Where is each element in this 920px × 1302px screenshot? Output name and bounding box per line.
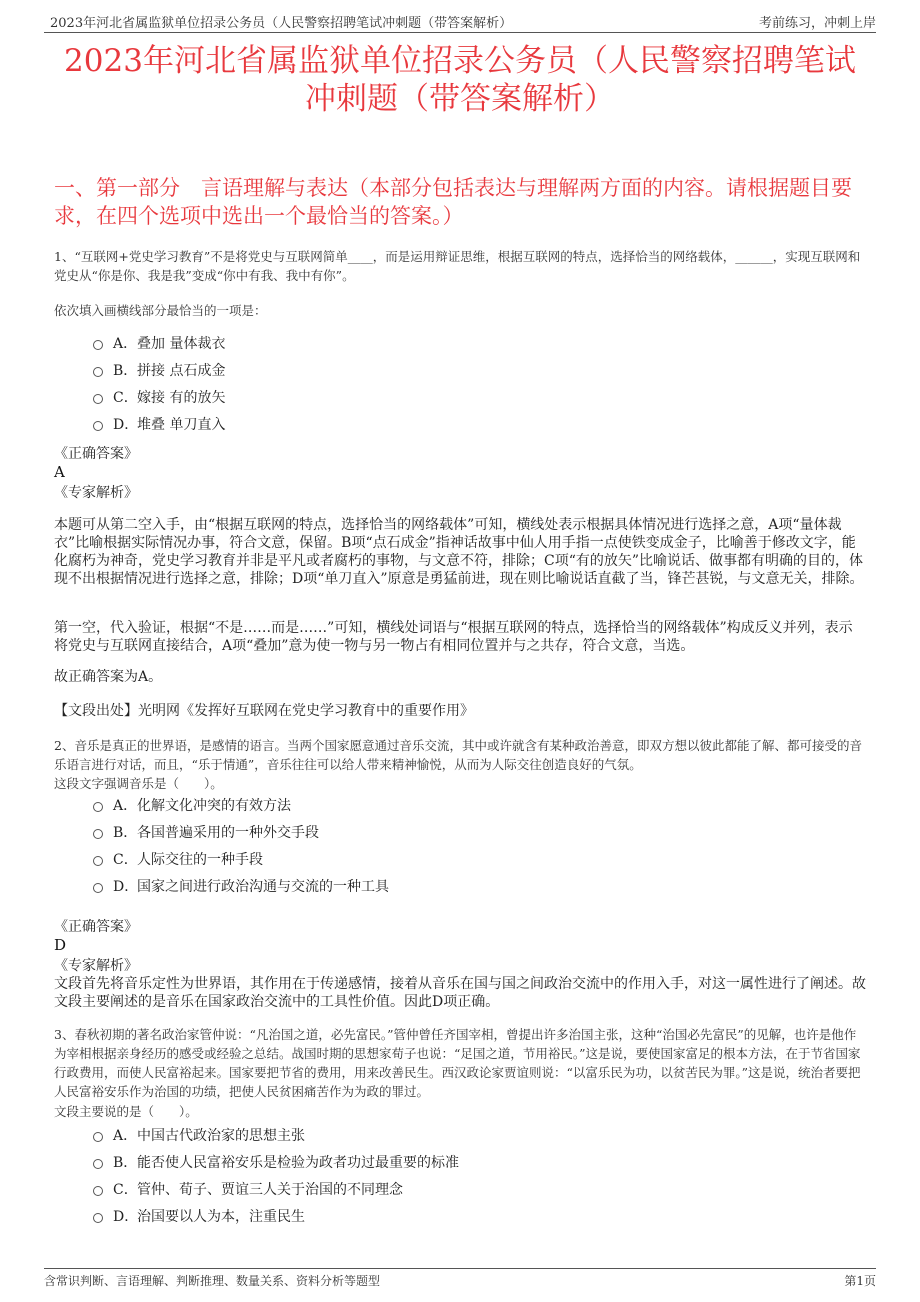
header-divider: [44, 32, 876, 33]
question-1-analysis-paragraph: 第一空，代入验证，根据“不是……而是……”可知，横线处词语与“根据互联网的特点，选择恰当的网络载体”构成反义并列，表示将党史与互联网直接结合，A项“叠加”意为使一物与另一物占有相同位置并与之共存，符合文意，当选。: [54, 620, 853, 654]
option-text: 各国普遍采用的一种外交手段: [137, 825, 319, 841]
question-1-option-d[interactable]: [93, 416, 225, 434]
footer-divider: [44, 1268, 876, 1269]
question-3-option-d[interactable]: [93, 1208, 305, 1226]
question-2-prompt: 这段文字强调音乐是（ ）。: [54, 776, 223, 791]
footer-note: 含常识判断、言语理解、判断推理、数量关系、资料分析等题型: [44, 1274, 381, 1288]
question-1-analysis-tag: 《专家解析》: [54, 485, 138, 501]
question-1-prompt: 依次填入画横线部分最恰当的一项是：: [54, 303, 267, 318]
question-1-analysis-paragraph: 故正确答案为A。: [54, 669, 163, 685]
radio-icon[interactable]: [93, 421, 103, 431]
option-text: 拼接 点石成金: [137, 363, 226, 379]
page-number: 第1页: [844, 1274, 876, 1288]
option-label: A．: [113, 798, 138, 814]
option-text: 堆叠 单刀直入: [137, 417, 226, 433]
question-3-prompt: 文段主要说的是（ ）。: [54, 1104, 198, 1119]
question-2-option-b[interactable]: [93, 824, 319, 842]
option-label: A．: [113, 1128, 138, 1144]
option-label: D．: [113, 879, 139, 895]
radio-icon[interactable]: [93, 394, 103, 404]
question-2-answer: D: [54, 936, 67, 954]
question-1-option-a[interactable]: [93, 335, 225, 353]
question-2-option-a[interactable]: [93, 797, 291, 815]
radio-icon[interactable]: [93, 1159, 103, 1169]
radio-icon[interactable]: [93, 340, 103, 350]
option-text: 能否使人民富裕安乐是检验为政者功过最重要的标准: [137, 1155, 459, 1171]
running-header-slogan: 考前练习，冲刺上岸: [758, 16, 876, 31]
question-1-source: 【文段出处】光明网《发挥好互联网在党史学习教育中的重要作用》: [54, 703, 474, 719]
question-1-answer-tag: 《正确答案》: [54, 446, 138, 462]
option-label: D．: [113, 417, 139, 433]
radio-icon[interactable]: [93, 802, 103, 812]
option-text: 人际交往的一种手段: [137, 852, 263, 868]
question-3-option-b[interactable]: [93, 1154, 459, 1172]
option-label: B．: [113, 363, 138, 379]
option-text: 叠加 量体裁衣: [137, 336, 226, 352]
option-text: 嫁接 有的放矢: [137, 390, 226, 406]
question-1-answer: A: [54, 463, 65, 481]
option-label: B．: [113, 825, 138, 841]
option-text: 治国要以人为本，注重民生: [137, 1209, 305, 1225]
question-2-option-d[interactable]: [93, 878, 389, 896]
radio-icon[interactable]: [93, 1186, 103, 1196]
option-label: D．: [113, 1209, 139, 1225]
option-label: B．: [113, 1155, 138, 1171]
option-text: 管仲、荀子、贾谊三人关于治国的不同理念: [137, 1182, 403, 1198]
question-1-option-b[interactable]: [93, 362, 225, 380]
question-2-answer-tag: 《正确答案》: [54, 919, 138, 935]
document-title: 2023年河北省属监狱单位招录公务员（人民警察招聘笔试冲刺题（带答案解析）: [64, 43, 856, 117]
option-label: C．: [113, 852, 138, 868]
question-3-option-a[interactable]: [93, 1127, 305, 1145]
question-2-analysis-paragraph: 文段首先将音乐定性为世界语，其作用在于传递感情，接着从音乐在国与国之间政治交流中的作用入手，对这一属性进行了阐述。故文段主要阐述的是音乐在国家政治交流中的工具性价值。因此D项正确。: [54, 976, 866, 1010]
question-2-analysis-tag: 《专家解析》: [54, 958, 138, 974]
radio-icon[interactable]: [93, 829, 103, 839]
option-text: 化解文化冲突的有效方法: [137, 798, 291, 814]
question-1-stem: 1、“互联网+党史学习教育”不是将党史与互联网简单____，而是运用辩证思维，根据互联网的特点，选择恰当的网络载体，______，实现互联网和党史从“你是你、我是我”变成“你中有我、我中有你”。: [54, 249, 861, 283]
option-label: C．: [113, 1182, 138, 1198]
section-heading: 一、第一部分 言语理解与表达（本部分包括表达与理解两方面的内容。请根据题目要求，在四个选项中选出一个最恰当的答案。）: [54, 176, 852, 228]
radio-icon[interactable]: [93, 1132, 103, 1142]
question-3-stem: 3、春秋初期的著名政治家管仲说：“凡治国之道，必先富民。”管仲曾任齐国宰相，曾提出许多治国主张，这种“治国必先富民”的见解，也许是他作为宰相根据亲身经历的感受或经验之总结。战国时期的思想家荀子也说：“足国之道，节用裕民。”这是说，要使国家富足的根本方法，在于节省国家行政费用，而使人民富裕起来。国家要把节省的费用，用来改善民生。西汉政论家贾谊则说：“以富乐民为功，以贫苦民为罪。”这是说，统治者要把人民富裕安乐作为治国的功绩，把使人民贫困痛苦作为为政的罪过。: [54, 1027, 861, 1099]
radio-icon[interactable]: [93, 856, 103, 866]
question-2-stem: 2、音乐是真正的世界语，是感情的语言。当两个国家愿意通过音乐交流，其中或许就含有某种政治善意，即双方想以彼此都能了解、都可接受的音乐语言进行对话，而且，“乐于情通”，音乐往往可以给人带来精神愉悦，从而为人际交往创造良好的气氛。: [54, 738, 862, 772]
radio-icon[interactable]: [93, 367, 103, 377]
option-label: C．: [113, 390, 138, 406]
option-text: 国家之间进行政治沟通与交流的一种工具: [137, 879, 389, 895]
option-text: 中国古代政治家的思想主张: [137, 1128, 305, 1144]
radio-icon[interactable]: [93, 1213, 103, 1223]
option-label: A．: [113, 336, 138, 352]
question-3-option-c[interactable]: [93, 1181, 403, 1199]
question-1-option-c[interactable]: [93, 389, 225, 407]
running-header-title: 2023年河北省属监狱单位招录公务员（人民警察招聘笔试冲刺题（带答案解析）: [50, 16, 513, 31]
question-2-option-c[interactable]: [93, 851, 263, 869]
question-1-analysis-paragraph: 本题可从第二空入手，由“根据互联网的特点，选择恰当的网络载体”可知，横线处表示根据具体情况进行选择之意，A项“量体裁衣”比喻根据实际情况办事，符合文意，保留。B项“点石成金”指神话故事中仙人用手指一点使铁变成金子，比喻善于修改文字，能化腐朽为神奇，党史学习教育并非是平凡或者腐朽的事物，与文意不符，排除；C项“有的放矢”比喻说话、做事都有明确的目的，体现不出根据情况进行选择之意，排除；D项“单刀直入”原意是勇猛前进，现在则比喻说话直截了当，锋芒甚锐，与文意无关，排除。: [54, 517, 864, 587]
radio-icon[interactable]: [93, 883, 103, 893]
